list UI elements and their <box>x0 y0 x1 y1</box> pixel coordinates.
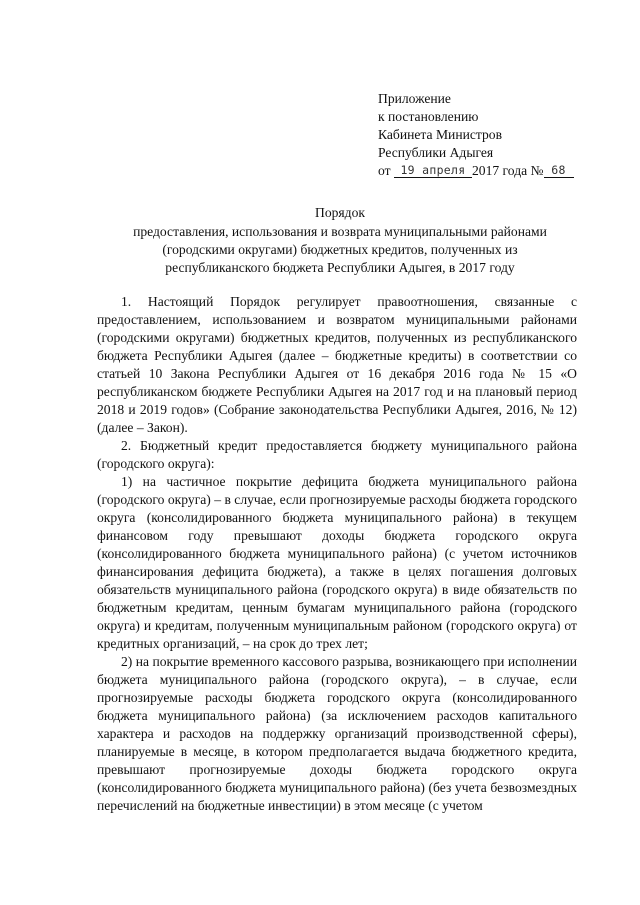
title-line-2: (городскими округами) бюджетных кредитов, полученных из <box>162 242 518 257</box>
document-title <box>60 204 620 277</box>
appendix-line-4: Республики Адыгея <box>378 145 494 160</box>
appendix-line-3: Кабинета Министров <box>378 127 503 142</box>
handwritten-date: 19 апреля <box>394 164 472 178</box>
title-line-3: республиканского бюджета Республики Адыгея, в 2017 году <box>165 260 515 275</box>
title-line-1: предоставления, использования и возврата муниципальными районами <box>133 224 547 239</box>
paragraph-2-item-1: 1) на частичное покрытие дефицита бюджета муниципального района (городского округа) – в случае, если прогнозируемые расходы бюджета городского округа (консолидированного бюджета муниципального района) в текущем финансовом году превышают доходы бюджета городского округа (консолидированного бюджета муниципального района) (с учетом источников финансирования дефицита бюджета), а также в целях погашения долговых обязательств муниципального района (городского округа) в виде обязательств по бюджетным кредитам, ценным бумагам муниципального района (городского округа) и кредитам, полученным муниципальным районом (городского округа) от кредитных организаций, – на срок до трех лет; <box>97 474 577 651</box>
appendix-date-line <box>378 162 574 180</box>
appendix-line-2: к постановлению <box>378 109 479 124</box>
date-suffix: 2017 года № <box>471 163 544 178</box>
appendix-line-1: Приложение <box>378 91 451 106</box>
document-body <box>97 293 577 815</box>
handwritten-number: 68 <box>544 164 574 178</box>
paragraph-2: 2. Бюджетный кредит предоставляется бюджету муниципального района (городского округа): <box>97 438 577 471</box>
date-prefix: от <box>378 163 391 178</box>
title-heading: Порядок <box>315 205 365 220</box>
paragraph-2-item-2: 2) на покрытие временного кассового разрыва, возникающего при исполнении бюджета муниципального района (городского округа), – в случае, если прогнозируемые расходы бюджета городского округа (консолидированного бюджета муниципального района) (за исключением расходов капитального характера и расходов на поддержку организаций производственной сферы), планируемые в месяце, в котором предполагается выдача бюджетного кредита, превышают прогнозируемые доходы бюджета городского округа (консолидированного бюджета муниципального района) (без учета безвозмездных перечислений на бюджетные инвестиции) в этом месяце (с учетом <box>97 654 577 813</box>
paragraph-1: 1. Настоящий Порядок регулирует правоотношения, связанные с предоставлением, использованием и возвратом муниципальными районами (городскими округами) бюджетных кредитов, полученных из республиканского бюджета Республики Адыгея (далее – бюджетные кредиты) в соответствии со статьей 10 Закона Республики Адыгея от 16 декабря 2016 года № 15 «О республиканском бюджете Республики Адыгея на 2017 год и на плановый период 2018 и 2019 годов» (Собрание законодательства Республики Адыгея, 2016, № 12) (далее – Закон). <box>97 294 577 435</box>
appendix-block <box>378 90 574 180</box>
